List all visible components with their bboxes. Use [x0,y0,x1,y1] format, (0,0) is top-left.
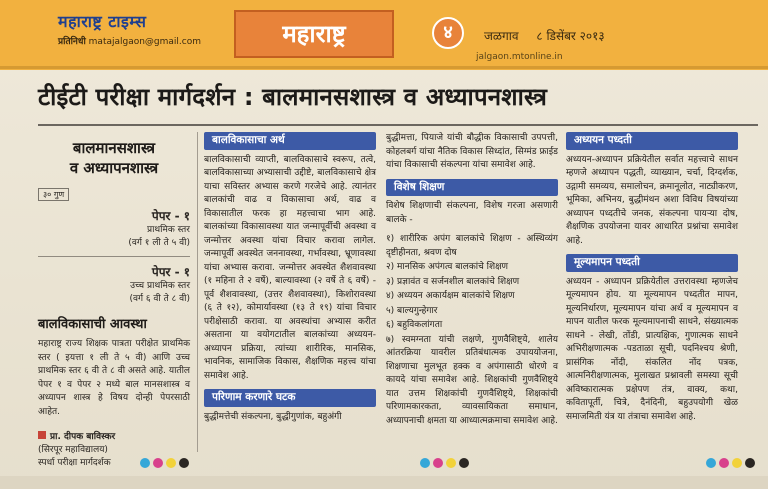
list-item: २) मानसिक अपंगत्व बालकांचे शिक्षण [386,262,509,272]
special-needs-list [386,233,558,428]
title-rule [38,124,758,126]
magenta-dot [153,458,163,468]
list-item: १) शारीरिक अपंग बालकांचे शिक्षण - अस्थिव्यंग दृष्टीहीनता, श्रवण दोष [386,234,558,258]
magenta-dot [719,458,729,468]
paragraph: बुद्धीमत्तेची संकल्पना, बुद्धीगुणांक, बहुअंगी [204,411,342,422]
magenta-dot [433,458,443,468]
brand-representative: प्रतिनिधी [58,37,86,47]
paper-1-block [38,207,190,250]
paper-2-title: पेपर - १ [151,265,190,279]
section-heading-evaluation-methods: मूल्यमापन पध्दती [566,254,738,272]
yellow-dot [732,458,742,468]
paragraph: बालविकासाची व्याप्ती, बालविकासाचे स्वरूप, तत्वे, बालविकासाच्या अभ्यासाची उद्दीष्टे, बालविकासाचे क्षेत्र याचा सविस्तर अभ्यास करणे गरजेचे आहे. त्यानंतर बालकांची वाढ व विकासाचा अर्थ, वाढ व विकासातील फरक हा महत्त्वाचा भाग आहे. बालकांच्या विकासावस्था यात जन्मापूर्वीची अवस्था व जन्मोत्तर अवस्था यांचा विचार करावा लागेल. जन्मापूर्वी अवस्थेत जननावस्था, गर्भावस्था, भ्रूणावस्था यांचा अभ्यास करावा. जन्मोत्तर अवस्थेत शैशवावस्था (१ महिना ते २ वर्षे), बाल्यावस्था (२ वर्षे ते ६ वर्षे) - पूर्व शैशवावस्था, (उत्तर शैशवावस्था), किशोरावस्था (६ ते १२), कोमार्यावस्था (१३ ते १९) यांचा विचार परीक्षेसाठी करावा. या अवस्थांचा अभ्यास करीत असताना या वयोगटातील बालकांच्या अध्ययन-अध्यापन प्रक्रिया, त्यांच्या शारीरिक, मानसिक, भावनिक, सामाजिक विकास, शैक्षणिक महत्त्व यांचा समावेश आहे. [204,154,376,381]
cyan-dot [706,458,716,468]
paper-2-grades: (वर्ग ६ वी ते ८ वी) [129,294,190,304]
author-affiliation: (सिरपूर महाविद्यालय) [38,445,108,455]
paper-2-level: उच्च प्राथमिक स्तर [130,281,190,291]
cyan-dot [140,458,150,468]
section-title: महाराष्ट्र [234,10,394,58]
paragraph: विशेष शिक्षणाची संकल्पना, विशेष गरजा असणारी बालके - [386,201,558,225]
list-item: ६) बहुविकलांगता [386,320,443,330]
left-sidebar [38,132,190,470]
column-2 [386,132,558,429]
list-item: ५) बाल्यगुन्हेगार [386,305,438,316]
page-footer-band [0,476,768,489]
brand-contact [58,34,228,47]
section-heading-special-education: विशेष शिक्षण [386,179,558,197]
author-name: प्रा. दीपक बाविस्कर [50,432,116,442]
sidebar-subheading: बालविकासाची आवस्था [38,317,147,332]
cyan-dot [420,458,430,468]
yellow-dot [166,458,176,468]
column-3 [566,132,738,430]
paper-1-title: पेपर - १ [151,209,190,223]
author-marker-icon [38,431,46,439]
column-1 [204,132,376,430]
paragraph: बुद्धीमत्ता, पियाजे यांची बौद्धीक विकासाची उपपत्ती, कोहलबर्ग यांचा नैतिक विकास सिध्दांत, सिग्मंड फ्राईड यांचा विकासाची संकल्पना यांचा समावेश आहे. [386,133,558,170]
brand-email: matajalgaon@gmail.com [88,37,202,47]
sidebar-heading-line1: बालमानसशास्त्र [72,139,156,157]
website: jalgaon.mtonline.in [476,52,563,62]
list-item: ३) प्रज्ञावंत व सर्जनशील बालकांचे शिक्षण [386,276,520,287]
paragraph: अध्ययन - अध्यापन प्रक्रियेतील उत्तरावस्था म्हणजेच मूल्यमापन होय. या मूल्यमापन पध्दतीत मापन, मूल्यनिर्धारण, मूल्यमापन यांचा अर्थ व मूल्यमापन व मापन यातील फरक मूल्यमापनाची साधने, संख्यात्मक साधने - लेखी, तोंडी, प्रात्यक्षिक, गुणात्मक साधने अभिरीक्षणात्मक -पडताळा सूची, पदनिश्चय श्रेणी, प्रासंगिक नोंदी, संकलित नोंद पत्रक, आत्मनिरीक्षणात्मक, मुलाखत प्रश्नावली समस्या सूची अविष्कारात्मक प्रक्षेपण तंत्र, वाक्य, कथा, कवितापूर्ती, चित्रे, दैनंदिनी, बहुउपयोगी खेळ समाजमिती यंत्र या तंत्राचा समावेश आहे. [566,276,738,422]
divider [38,256,190,257]
brand-block [58,10,228,60]
dateline [484,27,619,44]
header-rule [0,66,768,69]
brand-name: महाराष्ट्र टाइम्स [58,12,147,31]
sidebar-body: महाराष्ट्र राज्य शिक्षक पात्रता परीक्षेत प्राथमिक स्तर ( इयत्ता १ ली ते ५ वी) आणि उच्च प्राथमिक स्तर ६ वी ते ८ वी असते आहे. यातील पेपर १ व पेपर २ मध्ये बाल मानसशास्त्र व अध्यापन शास्त्र हे विषय दोन्ही पेपरसाठी आहेत. [38,339,190,417]
author-role: स्पर्धा परीक्षा मार्गदर्शक [38,458,111,468]
yellow-dot [446,458,456,468]
black-dot [459,458,469,468]
column-divider [197,132,198,452]
section-heading-influencing-factors: परिणाम करणारे घटक [204,389,376,407]
black-dot [179,458,189,468]
section-heading-teaching-methods: अध्ययन पध्दती [566,132,738,150]
marks-badge: ३० गुण [38,188,69,201]
registration-marks-center [420,458,469,468]
registration-marks-left [140,458,189,468]
list-item: ७) स्वमग्नता यांची लक्षणे, गुणवैशिष्ट्ये, शालेय आंतरक्रिया यावरील प्रतिबंधात्मक उपाययोजना, शिक्षणाचा मुलभूत हक्क व अपंगासाठी धोरणे व कायदे यांचा समावेश आहे. शिक्षकांची गुणवैशिष्ट्ये यात उत्तम शिक्षकांची गुणवैशिष्ट्ये, शिक्षकांची परिणामकारकता, व्यावसायिकता समाधान, अध्यापनाची क्षमता या आध्यात्मक्रमाचा समावेश आहे. [386,334,558,426]
paragraph: अध्ययन-अध्यापन प्रक्रियेतील सर्वात महत्त्वाचे साधन म्हणजे अध्यापन पद्धती, व्याख्यान, चर्चा, दिग्दर्शक, उद्गामी समव्यय, समालोचन, क्रमानूलोत, नाट्यीकरण, भूमिका, अभिनय, बुद्धीमंथन अशा विविध विषयांच्या अध्यापन पध्दतीचे जनक, संकल्पना पायऱ्या दोष, शैक्षणिक उपयोजना यावर आधारित प्रश्नांचा समावेश आहे. [566,154,738,246]
date: ८ डिसेंबर २०१३ [536,29,605,43]
registration-marks-right [706,458,755,468]
section-heading-child-development: बालविकासाचा अर्थ [204,132,376,150]
sidebar-heading [38,138,190,178]
black-dot [745,458,755,468]
paper-2-block [38,263,190,306]
page-title: टीईटी परीक्षा मार्गदर्शन : बालमानसशास्त्र व अध्यापनशास्त्र [38,83,548,111]
masthead [0,0,768,70]
city: जळगाव [484,29,519,43]
paper-1-grades: (वर्ग १ ली ते ५ वी) [128,238,190,248]
sidebar-heading-line2: व अध्यापनशास्त्र [69,159,159,177]
paper-1-level: प्राथमिक स्तर [146,225,190,235]
list-item: ४) अध्ययन अकार्यक्षम बालकांचे शिक्षण [386,291,515,301]
page-number: ४ [432,17,464,49]
